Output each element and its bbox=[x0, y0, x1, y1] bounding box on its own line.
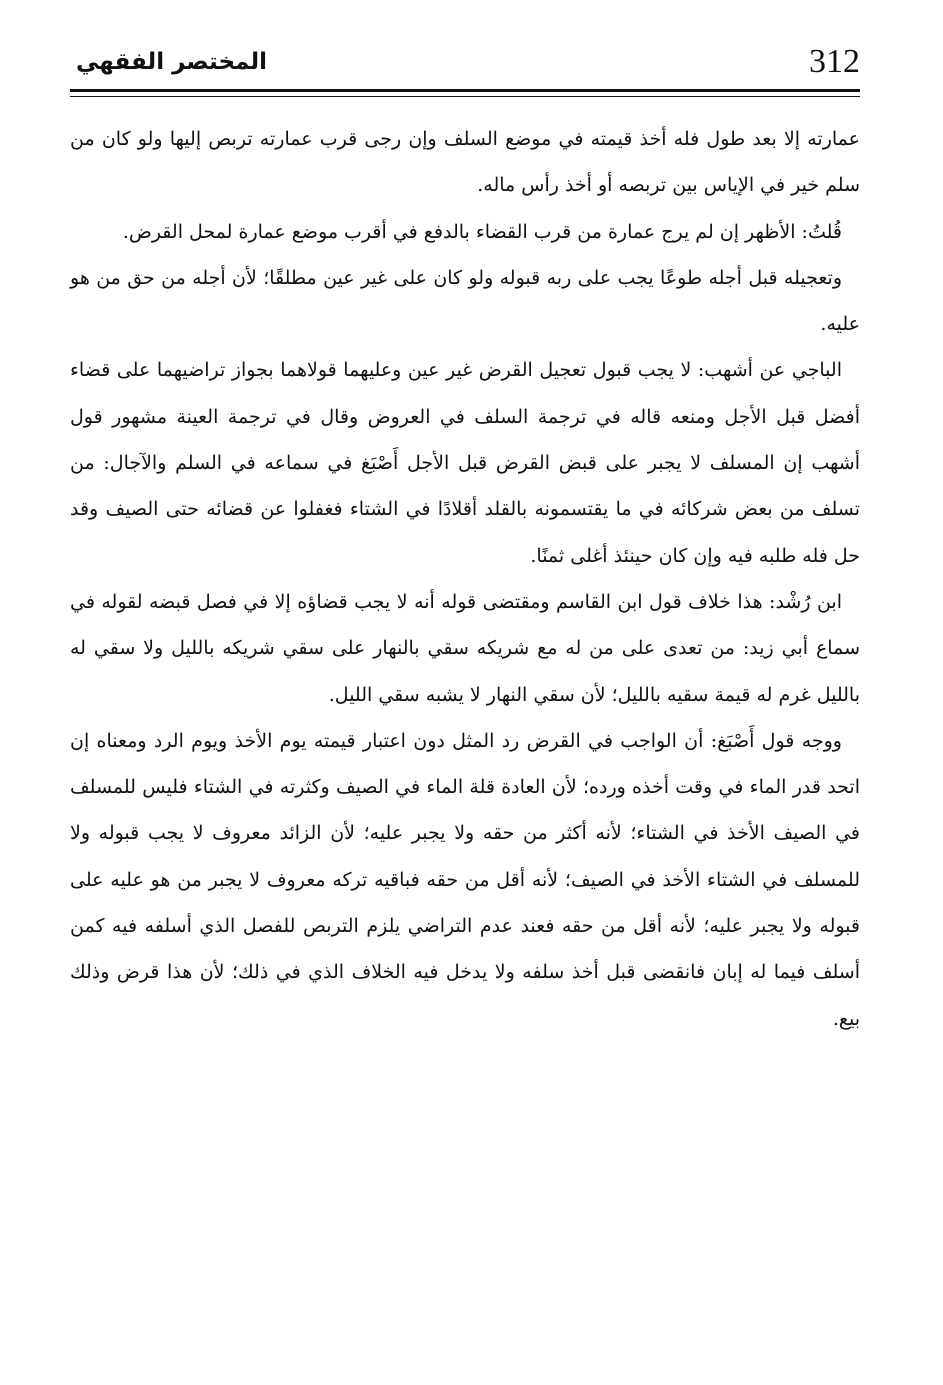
paragraph: عمارته إلا بعد طول فله أخذ قيمته في موضع السلف وإن رجى قرب عمارته تربص إليها ولو كان من سلم خير في الإياس بين تربصه أو أخذ رأس ماله. bbox=[70, 128, 860, 197]
page-number: 312 bbox=[809, 43, 860, 80]
header-rule-thin bbox=[70, 96, 860, 97]
paragraph: قُلتُ: الأظهر إن لم يرج عمارة من قرب القضاء بالدفع في أقرب موضع عمارة لمحل القرض. bbox=[122, 220, 842, 243]
paragraph: ابن رُشْد: هذا خلاف قول ابن القاسم ومقتضى قوله أنه لا يجب قضاؤه إلا في فصل قبضه لقوله في سماع أبي زيد: من تعدى على من له مع شريكه سقي بالنهار على سقي شريكه بالليل ولا سقي له بالليل غرم له قيمة سقيه بالليل؛ لأن سقي النهار لا يشبه سقي الليل. bbox=[70, 590, 860, 706]
header-rule-thick bbox=[70, 89, 860, 92]
running-title: المختصر الفقهي bbox=[76, 49, 267, 75]
page-header bbox=[70, 38, 860, 86]
body-text bbox=[70, 116, 860, 1042]
paragraph: ووجه قول أَصْبَغ: أن الواجب في القرض رد المثل دون اعتبار قيمته يوم الأخذ ويوم الرد ومعناه إن اتحد قدر الماء في وقت أخذه ورده؛ لأن العادة قلة الماء في الصيف وكثرته في الشتاء فليس للمسلف في الصيف الأخذ في الشتاء؛ لأنه أكثر من حقه ولا يجبر عليه؛ لأن الزائد معروف لا يجب قبوله ولا للمسلف في الشتاء الأخذ في الصيف؛ لأنه أقل من حقه فباقيه تركه معروف لا يجبر من هو عليه على قبوله ولا يجبر عليه؛ لأنه أقل من حقه فعند عدم التراضي يلزم التربص للفصل الذي أسلفه فيه كمن أسلف فيما له إبان فانقضى قبل أخذ سلفه ولا يدخل فيه الخلاف الذي في ذلك؛ لأن هذا قرض وذلك بيع. bbox=[70, 729, 860, 1030]
paragraph: الباجي عن أشهب: لا يجب قبول تعجيل القرض غير عين وعليهما قولاهما بجواز تراضيهما على قضاء أفضل قبل الأجل ومنعه قاله في ترجمة السلف في العروض وقال في ترجمة العينة مشهور قول أشهب إن المسلف لا يجبر على قبض القرض قبل الأجل أَصْبَغ في سماعه في السلم والآجال: من تسلف من بعض شركائه في ما يقتسمونه بالقلد أقلادًا في الشتاء فغفلوا عن قضائه حتى الصيف وقد حل فله طلبه فيه وإن كان حينئذ أغلى ثمنًا. bbox=[70, 359, 860, 567]
paragraph: وتعجيله قبل أجله طوعًا يجب على ربه قبوله ولو كان على غير عين مطلقًا؛ لأن أجله من حق من هو عليه. bbox=[70, 266, 860, 336]
